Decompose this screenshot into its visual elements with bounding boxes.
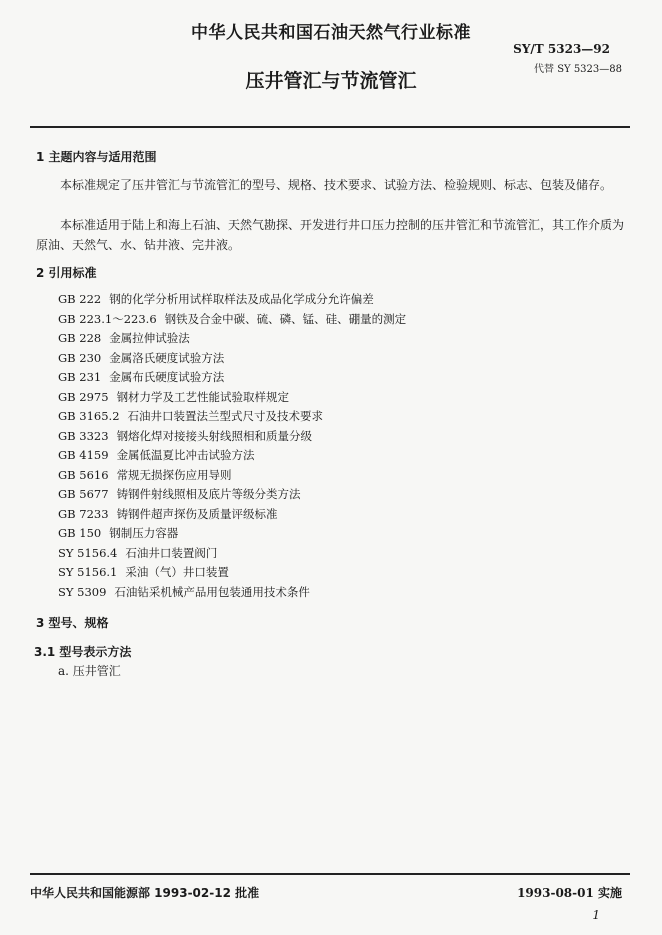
industry-standard-title: 中华人民共和国石油天然气行业标准 <box>191 23 471 43</box>
reference-title: 铸钢件超声探伤及质量评级标准 <box>116 506 278 521</box>
reference-item <box>58 427 406 447</box>
reference-item <box>58 485 406 505</box>
section-1-paragraph-1: 本标准规定了压井管汇与节流管汇的型号、规格、技术要求、试验方法、检验规则、标志、包装及储存。 <box>60 178 613 192</box>
document-title: 压井管汇与节流管汇 <box>245 70 417 92</box>
reference-code: GB 150 <box>58 526 102 540</box>
reference-code: GB 5616 <box>58 467 109 482</box>
page-number: 1 <box>592 908 600 922</box>
approval-info: 中华人民共和国能源部 1993-02-12 批准 <box>30 886 260 900</box>
reference-title: 钢材力学及工艺性能试验取样规定 <box>116 389 290 404</box>
section-1-paragraph-2: 本标准适用于陆上和海上石油、天然气勘探、开发进行井口压力控制的压井管汇和节流管汇，其工作介质为原油、天然气、水、钻井液、完井液。 <box>36 218 625 252</box>
reference-code: GB 7233 <box>58 506 109 521</box>
section-3-1-heading: 3.1 型号表示方法 <box>34 645 132 659</box>
header-divider <box>30 126 630 128</box>
reference-item <box>58 310 406 330</box>
section-2-heading: 2 引用标准 <box>36 266 97 280</box>
reference-code: GB 5677 <box>58 487 109 501</box>
reference-title: 铸钢件射线照相及底片等级分类方法 <box>116 487 301 501</box>
reference-item <box>58 290 406 310</box>
footer-divider <box>30 873 630 875</box>
replaces-standard: 代替 SY 5323—88 <box>534 64 622 75</box>
reference-title: 石油井口装置法兰型式尺寸及技术要求 <box>127 409 324 423</box>
reference-item <box>58 349 406 369</box>
standard-code: SY/T 5323—92 <box>513 42 610 56</box>
reference-item <box>58 388 406 408</box>
reference-item <box>58 524 406 544</box>
reference-code: GB 223.1～223.6 <box>58 311 157 326</box>
reference-code: GB 228 <box>58 331 102 345</box>
effective-date: 1993-08-01 实施 <box>517 886 622 900</box>
reference-code: SY 5156.1 <box>58 565 118 579</box>
reference-list <box>58 290 406 602</box>
reference-item <box>58 407 406 427</box>
reference-code: SY 5156.4 <box>58 545 118 560</box>
reference-title: 钢熔化焊对接接头射线照相和质量分级 <box>116 428 313 443</box>
reference-code: GB 230 <box>58 350 102 365</box>
reference-item <box>58 544 406 564</box>
reference-title: 采油（气）井口装置 <box>125 565 229 579</box>
reference-title: 金属布氏硬度试验方法 <box>109 370 225 384</box>
section-1-heading: 1 主题内容与适用范围 <box>36 150 157 164</box>
reference-title: 钢铁及合金中碳、硫、磷、锰、硅、硼量的测定 <box>164 311 407 326</box>
reference-code: GB 4159 <box>58 448 109 462</box>
reference-title: 钢的化学分析用试样取样法及成品化学成分允许偏差 <box>109 292 374 306</box>
reference-code: GB 3165.2 <box>58 409 120 423</box>
reference-item <box>58 505 406 525</box>
reference-title: 金属低温夏比冲击试验方法 <box>116 448 255 462</box>
reference-title: 金属拉伸试验法 <box>109 331 190 345</box>
reference-item <box>58 368 406 388</box>
reference-code: GB 222 <box>58 292 102 306</box>
reference-code: GB 3323 <box>58 428 109 443</box>
reference-item <box>58 466 406 486</box>
reference-item <box>58 329 406 349</box>
reference-code: GB 2975 <box>58 389 109 404</box>
reference-item <box>58 446 406 466</box>
reference-code: SY 5309 <box>58 584 107 599</box>
item-a: a. 压井管汇 <box>58 664 121 678</box>
reference-title: 石油钻采机械产品用包装通用技术条件 <box>114 584 310 599</box>
reference-title: 石油井口装置阀门 <box>125 545 218 560</box>
reference-title: 常规无损探伤应用导则 <box>116 467 232 482</box>
reference-title: 钢制压力容器 <box>109 526 179 540</box>
reference-item <box>58 563 406 583</box>
reference-code: GB 231 <box>58 370 102 384</box>
section-3-heading: 3 型号、规格 <box>36 616 109 630</box>
reference-item <box>58 583 406 603</box>
reference-title: 金属洛氏硬度试验方法 <box>109 350 225 365</box>
